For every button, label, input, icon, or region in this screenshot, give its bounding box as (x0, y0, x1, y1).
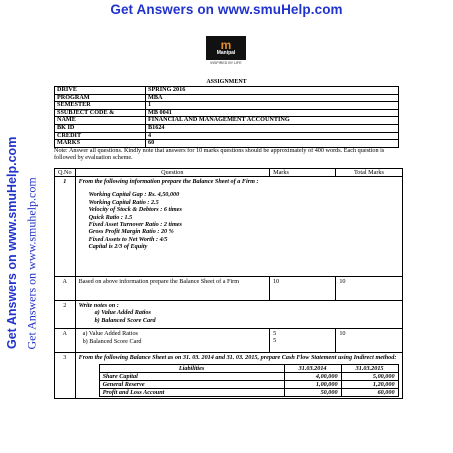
col-qno: Q.No (55, 169, 76, 177)
info-key: NAME (55, 117, 146, 125)
info-value: B1624 (146, 124, 399, 132)
header-row (55, 169, 403, 177)
info-key: MARKS (55, 140, 146, 148)
info-value: MBA (146, 94, 399, 102)
col-marks: Marks (270, 169, 336, 177)
figure-line: Fixed Asset Turnover Ratio : 2 times (88, 221, 182, 229)
question-body (75, 177, 402, 277)
balance-header: Liabilities (99, 365, 284, 373)
question-row-2 (55, 301, 403, 329)
balance-value: 50,000 (284, 389, 341, 397)
figure-line: Quick Ratio : 1.5 (88, 213, 133, 221)
info-value: 1 (146, 102, 399, 110)
figure-line: Fixed Assets to Net Worth : 4/5 (88, 235, 168, 243)
info-value: 4 (146, 132, 399, 140)
info-key: DRIVE (55, 87, 146, 95)
info-row (55, 87, 399, 95)
balance-item: Profit and Loss Account (99, 389, 284, 397)
balance-row (99, 373, 398, 381)
question-number: 3 (55, 353, 76, 399)
subquestion-item: b) Balanced Score Card (82, 337, 142, 345)
subquestion-marks (270, 329, 336, 353)
info-value: 60 (146, 140, 399, 148)
info-value: MB 0041 (146, 109, 399, 117)
side-banner-secondary[interactable]: Get Answers on www.smuhelp.com (24, 177, 39, 350)
info-row (55, 117, 399, 125)
balance-item: General Reserve (99, 381, 284, 389)
info-row (55, 132, 399, 140)
balance-item: Share Capital (99, 373, 284, 381)
logo-name: Manipal (216, 50, 236, 56)
info-key: SSUBJECT CODE & (55, 109, 146, 117)
question-row-3 (55, 353, 403, 399)
subquestion-text: Based on above information prepare the Balance Sheet of a Firm (75, 277, 269, 301)
question-row-1 (55, 177, 403, 277)
mark-value: 5 (273, 337, 277, 345)
figure-line: Capital is 2/3 of Equity (88, 243, 148, 251)
info-key: PROGRAM (55, 94, 146, 102)
question-text: From the following information prepare the Balance Sheet of a Firm : (78, 178, 259, 185)
question-body (75, 353, 402, 399)
info-value: FINANCIAL AND MANAGEMENT ACCOUNTING (146, 117, 399, 125)
manipal-logo (206, 36, 246, 70)
question-body (75, 301, 402, 329)
question-number: 2 (55, 301, 76, 329)
balance-value: 60,000 (341, 389, 398, 397)
note-item: a) Value Added Ratios (94, 309, 151, 317)
balance-header-row (99, 365, 398, 373)
subquestion-total: 10 (336, 329, 402, 353)
subquestion-items (75, 329, 269, 353)
info-row (55, 124, 399, 132)
questions-table (54, 168, 403, 399)
info-row (55, 94, 399, 102)
assignment-title: ASSIGNMENT (206, 79, 247, 85)
figure-line: Gross Profit Margin Ratio : 20 % (88, 228, 174, 236)
balance-value: 4,00,000 (284, 373, 341, 381)
subquestion-marks: 10 (270, 277, 336, 301)
col-question: Question (75, 169, 269, 177)
subquestion-item: a) Value Added Ratios (82, 330, 138, 337)
assignment-info-table (54, 86, 399, 148)
balance-row (99, 389, 398, 397)
subquestion-total: 10 (336, 277, 402, 301)
figure-line: Velocity of Stock & Debtors : 6 times (88, 206, 182, 214)
figure-line: Working Capital Ratio : 2.5 (88, 198, 159, 206)
balance-header: 31.03.2015 (341, 365, 398, 373)
info-value: SPRING 2016 (146, 87, 399, 95)
balance-row (99, 381, 398, 389)
subquestion-label: A (55, 329, 76, 353)
balance-value: 5,00,000 (341, 373, 398, 381)
info-key: SEMESTER (55, 102, 146, 110)
figure-line: Working Capital Gap : Rs. 4,50,000 (88, 191, 180, 199)
instructions-note: Note: Answer all questions. Kindly note that answers for 10 marks questions should be approximately of 400 words. Each question is followed by evaluation scheme. (54, 147, 385, 162)
balance-value: 1,00,000 (284, 381, 341, 389)
balance-header: 31.03.2014 (284, 365, 341, 373)
logo-mark-icon: m (220, 38, 232, 52)
mark-value: 5 (273, 330, 277, 337)
balance-sheet-table (99, 364, 399, 397)
question-text: From the following Balance Sheet as on 31. 03. 2014 and 31. 03. 2015, prepare Cash Flow Statement using Indirect method: (78, 354, 397, 361)
subquestion-row-1a (55, 277, 403, 301)
balance-value: 1,20,000 (341, 381, 398, 389)
side-banner-primary[interactable]: Get Answers on www.smuHelp.com (5, 136, 19, 349)
logo-tagline: INSPIRED BY LIFE (210, 61, 242, 65)
info-key: BK ID (55, 124, 146, 132)
question-text: Write notes on : (78, 302, 119, 309)
subquestion-label: A (55, 277, 76, 301)
header-banner[interactable]: Get Answers on www.smuHelp.com (110, 2, 343, 17)
col-total: Total Marks (336, 169, 402, 177)
logo-box (206, 36, 246, 60)
info-key: CREDIT (55, 132, 146, 140)
question-number: 1 (55, 177, 76, 277)
note-item: b) Balanced Score Card (94, 317, 156, 324)
subquestion-row-2a (55, 329, 403, 353)
